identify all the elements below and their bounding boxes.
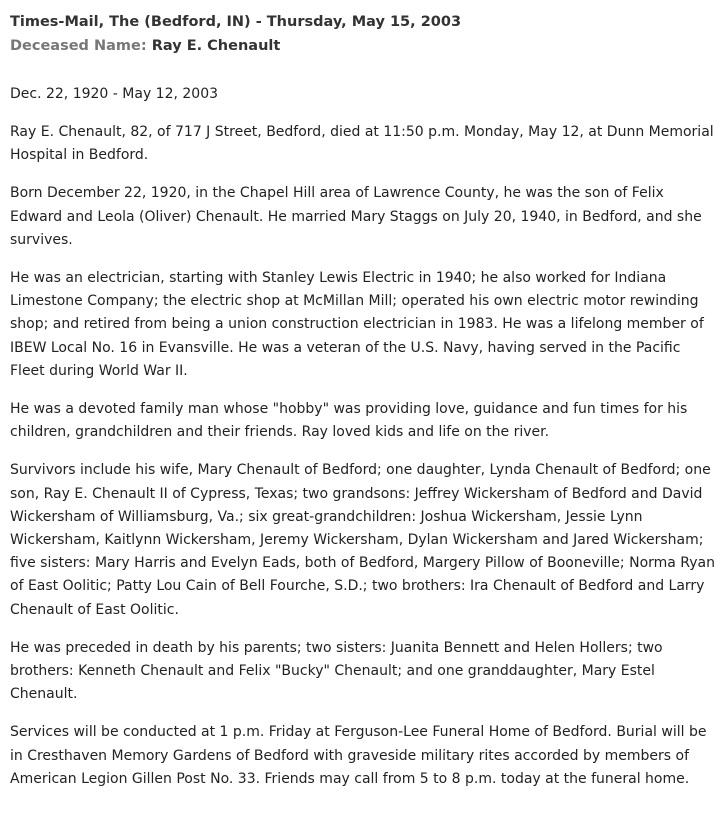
deceased-line — [10, 34, 716, 58]
deceased-name: Ray E. Chenault — [151, 38, 281, 54]
paragraph-preceded: He was preceded in death by his parents; two sisters: Juanita Bennett and Helen Hollers; two brothers: Kenneth Chenault and Felix "Bucky" Chenault; and one granddaughter, Mary Estel Chenault. — [10, 639, 663, 703]
paragraph-death-notice: Ray E. Chenault, 82, of 717 J Street, Bedford, died at 11:50 p.m. Monday, May 12, at Dunn Memorial Hospital in Bedford. — [10, 124, 714, 164]
life-dates: Dec. 22, 1920 - May 12, 2003 — [10, 86, 219, 102]
source-line: Times-Mail, The (Bedford, IN) - Thursday, May 15, 2003 — [10, 14, 462, 30]
deceased-label: Deceased Name: — [10, 38, 147, 54]
paragraph-services: Services will be conducted at 1 p.m. Friday at Ferguson-Lee Funeral Home of Bedford. Burial will be in Cresthaven Memory Gardens of Bedford with graveside military rites accorded by members of American Legion Gillen Post No. 33. Friends may call from 5 to 8 p.m. today at the funeral home. — [10, 724, 707, 787]
paragraph-birth-marriage: Born December 22, 1920, in the Chapel Hill area of Lawrence County, he was the son of Felix Edward and Leola (Oliver) Chenault. He married Mary Staggs on July 20, 1940, in Bedford, and she survives. — [10, 185, 702, 248]
obituary-body — [10, 121, 716, 791]
paragraph-family-man: He was a devoted family man whose "hobby" was providing love, guidance and fun times for his children, grandchildren and their friends. Ray loved kids and life on the river. — [10, 401, 688, 441]
paragraph-career: He was an electrician, starting with Stanley Lewis Electric in 1940; he also worked for Indiana Limestone Company; the electric shop at McMillan Mill; operated his own electric motor rewinding shop; and retired from being a union construction electrician in 1983. He was a lifelong member of IBEW Local No. 16 in Evansville. He was a veteran of the U.S. Navy, having served in the Pacific Fleet during World War II. — [10, 270, 704, 379]
paragraph-survivors: Survivors include his wife, Mary Chenault of Bedford; one daughter, Lynda Chenault of Bedford; one son, Ray E. Chenault II of Cypress, Texas; two grandsons: Jeffrey Wickersham of Bedford and David Wickersham of Williamsburg, Va.; six great-grandchildren: Joshua Wickersham, Jessie Lynn Wickersham, Kaitlynn Wickersham, Jeremy Wickersham, Dylan Wickersham and Jared Wickersham; five sisters: Mary Harris and Evelyn Eads, both of Bedford, Margery Pillow of Booneville; Norma Ryan of East Oolitic; Patty Lou Cain of Bell Fourche, S.D.; two brothers: Ira Chenault of Bedford and Larry Chenault of East Oolitic. — [10, 462, 716, 618]
